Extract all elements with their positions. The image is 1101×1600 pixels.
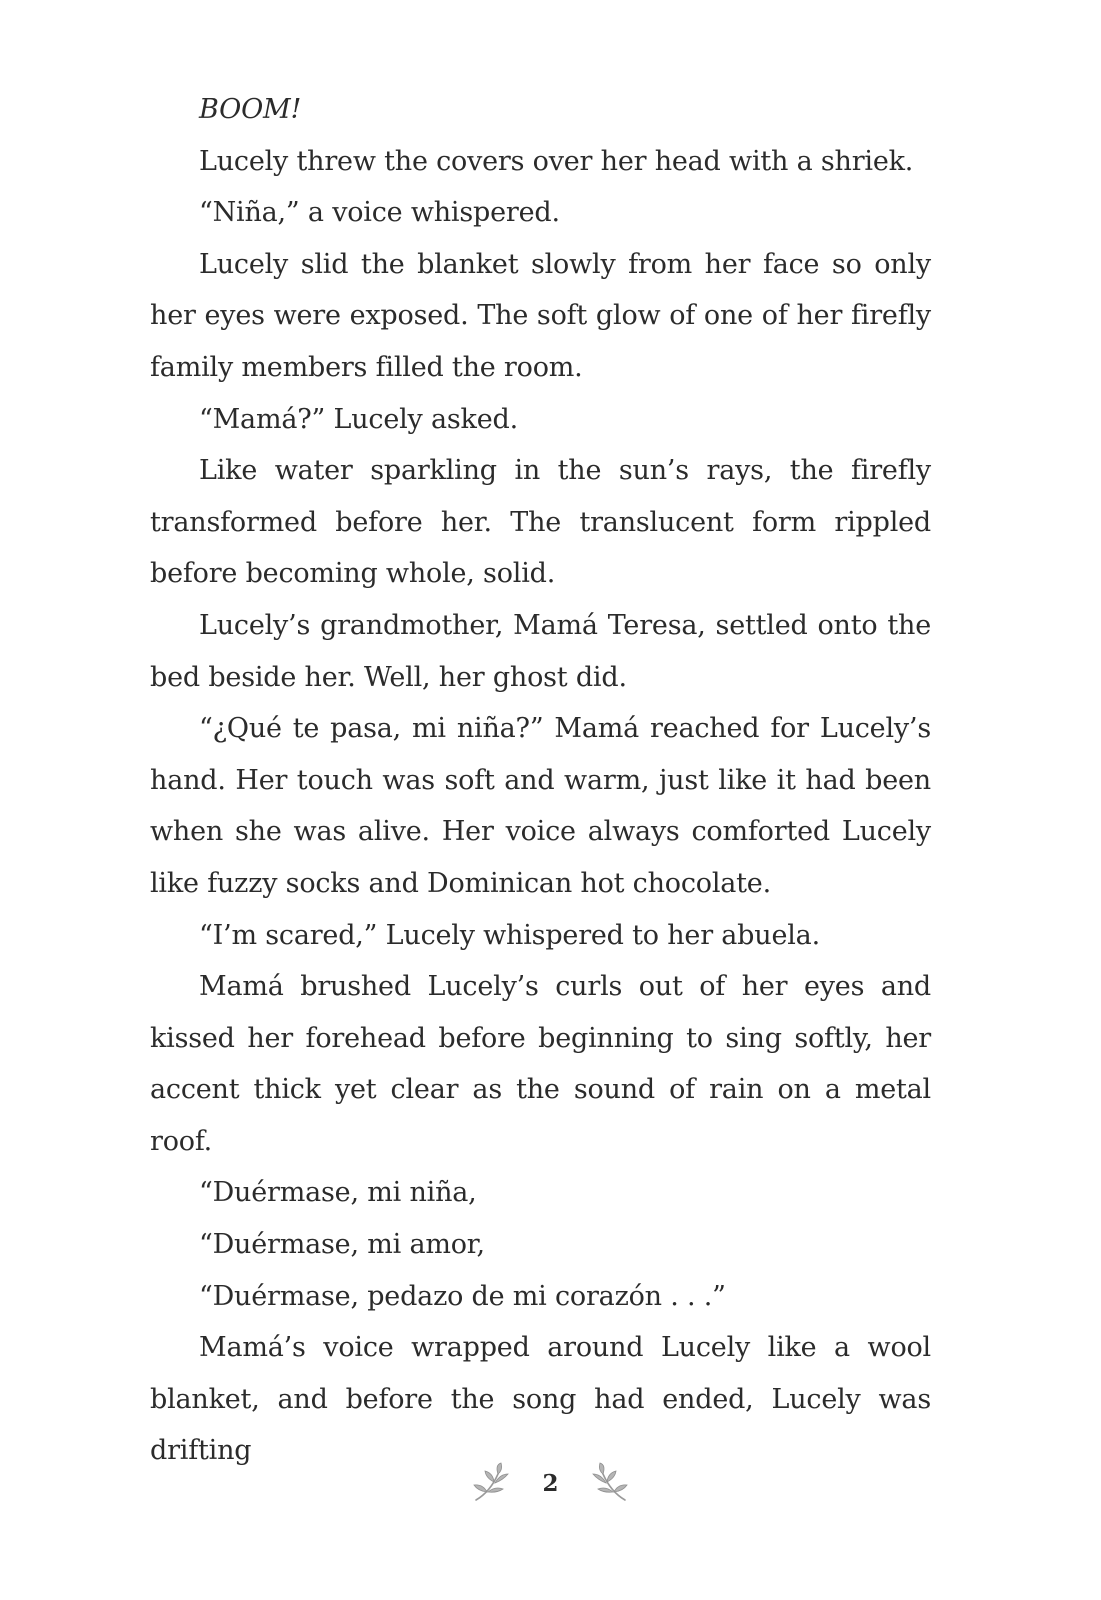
- page-number: 2: [542, 1470, 559, 1497]
- song-line: “Duérmase, pedazo de mi corazón . . .”: [199, 1280, 726, 1312]
- song-line: “Duérmase, mi niña,: [199, 1177, 477, 1209]
- paragraph: “¿Qué te pasa, mi niña?” Mamá reached for Lucely’s hand. Her touch was soft and warm, just like it had been when she was alive. Her voice always comforted Lucely like fuzzy socks and Dominican hot chocolate.: [150, 713, 931, 899]
- paragraph: “I’m scared,” Lucely whispered to her abuela.: [199, 919, 820, 951]
- paragraph-boom: BOOM!: [199, 94, 302, 125]
- paragraph: Lucely threw the covers over her head with a shriek.: [199, 145, 914, 177]
- page-footer: [0, 1462, 1101, 1506]
- leaf-sprig-icon: [468, 1462, 520, 1506]
- paragraph: Lucely slid the blanket slowly from her face so only her eyes were exposed. The soft glow of one of her firefly family members filled the room.: [150, 248, 931, 383]
- leaf-sprig-icon: [581, 1462, 633, 1506]
- paragraph: “Mamá?” Lucely asked.: [199, 403, 518, 435]
- paragraph: Lucely’s grandmother, Mamá Teresa, settled onto the bed beside her. Well, her ghost did.: [150, 609, 931, 693]
- paragraph: Like water sparkling in the sun’s rays, the firefly transformed before her. The translucent form rippled before becoming whole, solid.: [150, 455, 931, 590]
- page-body: [150, 84, 931, 1477]
- song-line: “Duérmase, mi amor,: [199, 1229, 485, 1261]
- paragraph: “Niña,” a voice whispered.: [199, 197, 560, 229]
- paragraph: Mamá brushed Lucely’s curls out of her eyes and kissed her forehead before beginning to sing softly, her accent thick yet clear as the sound of rain on a metal roof.: [150, 971, 931, 1157]
- paragraph: Mamá’s voice wrapped around Lucely like a wool blanket, and before the song had ended, Lucely was drifting: [150, 1332, 931, 1467]
